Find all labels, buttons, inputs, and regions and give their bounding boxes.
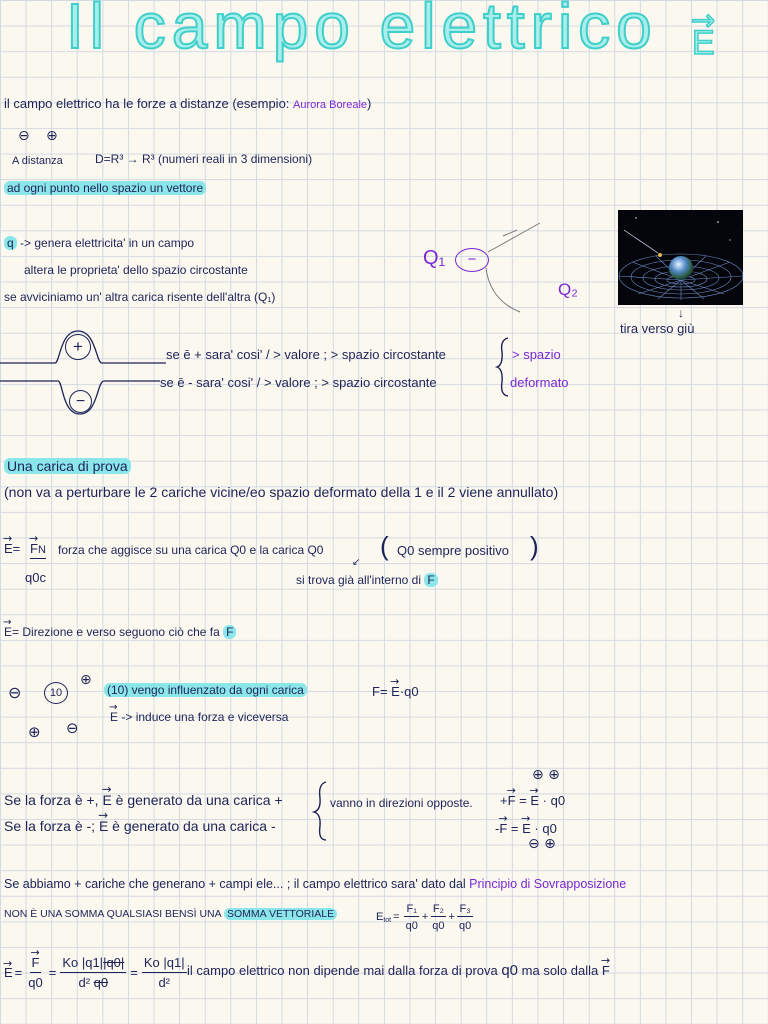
pf-end: · q0 (539, 793, 566, 808)
influence-negative-2: ⊖ (66, 719, 79, 737)
signs-negative-e: → E (99, 818, 108, 836)
influence-q0-circle: 10 (44, 682, 68, 704)
definition-numerator-f: → F (30, 541, 38, 557)
vector-sum-highlight: SOMMA VETTORIALE (224, 908, 337, 920)
star (717, 221, 719, 223)
domain-definition: D=R³ → R³ (numeri reali in 3 dimensioni) (95, 152, 313, 166)
satellite (658, 253, 662, 257)
direction-line (4, 625, 236, 640)
signs-positive-prefix: Se la forza è +, (4, 792, 103, 808)
signs-opposite: vanno in direzioni opposte. (330, 796, 473, 810)
q1-charge-circle: − (455, 248, 489, 272)
charge-generates-line (4, 236, 194, 251)
signs-positive-e: → E (102, 792, 111, 810)
negative-charge-circle: − (69, 390, 92, 413)
definition-numerator-sub: N (37, 544, 46, 556)
title-vector-e: → E (692, 26, 715, 60)
pf-f: → F (508, 793, 516, 809)
k-num: Ko |q1| (62, 955, 104, 970)
final-frac-2 (60, 955, 126, 992)
term-1 (404, 902, 420, 934)
positive-deformation-line: se ē + sara' cosi' / > valore ; > spazio circostante (166, 347, 446, 362)
definition-inside-text: si trova già all'interno di (296, 573, 425, 587)
final-frac-2-den (76, 973, 110, 992)
vector-sum-caps-text: NON È UNA SOMMA QUALSIASI BENSÌ UNA (4, 908, 224, 920)
superposition-text: Se abbiamo + cariche che generano + campi ele... ; il campo elettrico sara' dato dal (4, 877, 470, 891)
term-1-num: F₁ (404, 902, 418, 917)
earth-spacetime-image (618, 210, 743, 305)
vector-per-point (4, 181, 206, 196)
total-field-formula (376, 902, 475, 934)
test-charge-heading (4, 458, 131, 476)
final-eq-1: = (14, 965, 23, 981)
negative-force-formula (495, 821, 557, 837)
field-close: ) (367, 96, 372, 111)
positive-charge-circle: + (65, 334, 91, 360)
final-conclusion (187, 962, 610, 981)
test-charge-heading-text: Una carica di prova (4, 458, 131, 474)
field-example: Aurora Boreale (293, 99, 368, 111)
force-suffix: ·q0 (399, 684, 419, 699)
signs-negative-suffix: è generato da una carica - (108, 818, 276, 834)
force-prefix: F= (372, 684, 392, 699)
influence-negative-1: ⊖ (8, 683, 22, 702)
direction-f: F (223, 625, 236, 639)
term-1-den: q0 (405, 920, 418, 933)
positive-force-formula (500, 793, 565, 809)
k-den: d² (78, 974, 94, 990)
earth (669, 256, 693, 280)
total-equals: = (393, 910, 400, 923)
star (729, 239, 730, 240)
signs-negative-prefix: Se la forza è -; (4, 818, 99, 834)
total-sub: tot (383, 917, 392, 925)
plus-1: + (421, 910, 429, 923)
final-eq-3: = (130, 965, 138, 981)
k2-num: Ko |q1| (142, 955, 187, 973)
influence-positive-2: ⊕ (28, 723, 41, 741)
final-formula (4, 955, 189, 992)
influence-line-2-text: -> induce una forza e viceversa (118, 710, 289, 724)
definition-equals: = (12, 541, 21, 556)
signs-negative-line (4, 818, 276, 836)
charge-approach-line: se avviciniamo un' altra carica risente dell'altra (Q₁) (4, 290, 276, 304)
down-arrow-icon: ↓ (678, 306, 684, 320)
conclusion-f: → F (602, 963, 610, 979)
term-3-num: F₃ (457, 902, 472, 917)
nf-f: → F (499, 821, 507, 837)
q1-force-tick (503, 230, 517, 236)
q1-force-line (488, 223, 540, 252)
pf-e: → E (530, 793, 539, 809)
earth-spacetime-graphic (618, 210, 743, 305)
influence-positive-1: ⊕ (80, 672, 92, 688)
superposition-principle: Principio di Sovrapposizione (469, 877, 627, 891)
signs-brace (314, 782, 326, 840)
paren-open: ( (380, 531, 389, 561)
star (635, 217, 636, 218)
k2-den: d² (158, 974, 171, 990)
negative-charge-symbol: ⊖ (18, 128, 30, 144)
signs-positive-line (4, 792, 283, 810)
direction-text: = Direzione e verso seguono ciò che fa (12, 625, 224, 639)
nf-mid: = (507, 821, 523, 836)
influence-line-2-e: → E (110, 710, 118, 725)
signs-top-charges: ⊕ ⊕ (532, 767, 560, 783)
final-e: → E (4, 965, 13, 981)
term-3-den: q0 (458, 920, 472, 933)
total-e: E (376, 910, 384, 923)
conclusion-mid: ma solo dalla (518, 963, 602, 978)
negative-deformation-line: se ē - sara' cosi' / > valore ; > spazio circostante (160, 375, 437, 390)
definition-numerator (30, 541, 46, 559)
term-2-den: q0 (432, 920, 445, 933)
term-3 (457, 902, 473, 934)
gravity-caption: tira verso giù (620, 321, 695, 336)
positive-charge-symbol: ⊕ (46, 128, 58, 144)
conclusion-q0: q0 (501, 962, 519, 979)
final-eq-2: = (48, 965, 57, 981)
signs-bottom-charges: ⊖ ⊕ (528, 836, 556, 852)
influence-line-1 (104, 683, 307, 698)
deformation-result-2: deformato (510, 375, 569, 390)
direction-e: → E (4, 625, 12, 640)
charge-symbol: q (4, 236, 17, 250)
definition-inside-line (296, 573, 438, 588)
superposition-line (4, 877, 626, 893)
final-frac-3 (142, 955, 187, 992)
signs-positive-suffix: è generato da una carica + (111, 792, 283, 808)
definition-denominator: q0c (25, 570, 46, 585)
influence-force-formula (372, 684, 419, 700)
field-distance-line (4, 96, 371, 113)
pf-mid: = (515, 793, 531, 808)
force-e: → E (391, 684, 400, 700)
q1-curve-line (486, 268, 520, 312)
k-den-cancel: q0 (93, 974, 109, 990)
title-text: Il campo elettrico (66, 0, 658, 62)
final-frac-1 (26, 955, 44, 992)
final-f: → F (32, 955, 40, 972)
influence-line-2 (110, 710, 288, 725)
k-num-cancel: |q0| (103, 955, 125, 970)
nf-e: → E (522, 821, 531, 837)
distance-label: A distanza (12, 155, 63, 167)
paren-close: ) (530, 531, 539, 561)
deformation-result-1: > spazio (512, 347, 561, 362)
final-frac-1-den: q0 (28, 974, 43, 990)
test-charge-note: (non va a perturbare le 2 cariche vicine/eo spazio deformato della 1 e il 2 viene annullato) (4, 484, 559, 500)
definition-lhs (4, 541, 20, 557)
deformation-brace (497, 338, 508, 396)
plus-2: + (448, 910, 455, 923)
term-2 (430, 902, 446, 934)
q1-label: Q₁ (423, 247, 446, 269)
page-title (66, 0, 658, 62)
vector-sum-caps (4, 908, 337, 921)
final-frac-2-num (60, 955, 126, 973)
charge-alters-line: altera le proprieta' dello spazio circostante (24, 263, 248, 277)
vector-per-point-text: ad ogni punto nello spazio un vettore (4, 181, 206, 195)
field-distance-text: il campo elettrico ha le forze a distanze (esempio: (4, 96, 294, 111)
pointer-arrow-icon: ↙ (352, 557, 361, 568)
final-frac-1-num (30, 955, 42, 973)
term-2-num: F₂ (431, 902, 446, 917)
nf-end: · q0 (530, 821, 557, 836)
conclusion-text: il campo elettrico non dipende mai dalla forza di prova (187, 963, 502, 978)
pf-sign: + (500, 793, 508, 808)
definition-description: forza che aggisce su una carica Q0 e la carica Q0 (58, 543, 324, 557)
nf-sign: - (495, 821, 500, 836)
charge-generates-text: -> genera elettricita' in un campo (16, 236, 195, 250)
influence-line-1-text: (10) vengo influenzato da ogni carica (104, 683, 307, 697)
paren-text: Q0 sempre positivo (397, 543, 509, 558)
definition-e: → E (4, 541, 13, 557)
definition-inside-f: F (424, 573, 437, 587)
q2-label: Q₂ (558, 280, 578, 299)
influence-q0 (44, 682, 68, 704)
title-vector (692, 26, 715, 60)
